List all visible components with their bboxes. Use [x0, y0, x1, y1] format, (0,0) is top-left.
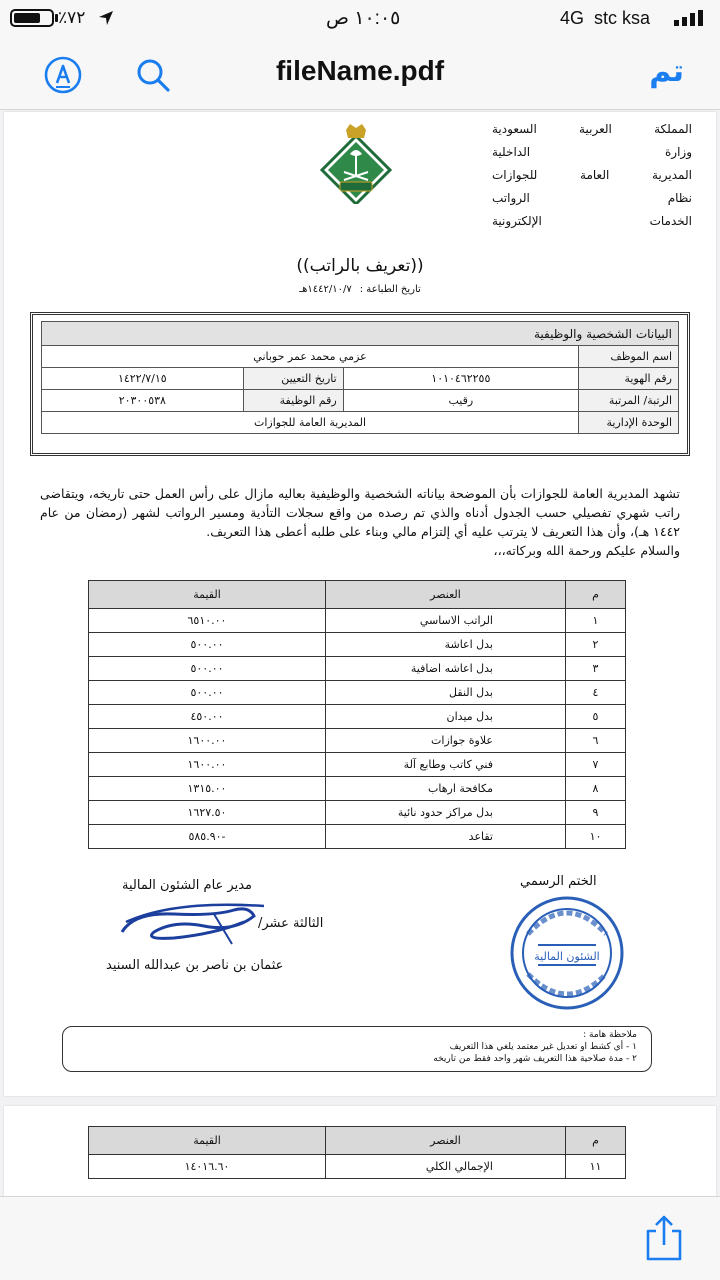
rank-label: الرتبة/ المرتبة [579, 390, 679, 412]
table-row [89, 609, 626, 633]
done-button[interactable]: تم [649, 54, 684, 89]
pdf-page-1 [4, 112, 716, 1096]
name-value: عزمي محمد عمر حوباني [42, 346, 579, 368]
letterhead-line: نظام الرواتب [492, 191, 692, 205]
row-num: ٤ [566, 681, 626, 705]
battery-icon [10, 9, 54, 27]
nav-bar [0, 38, 720, 110]
battery-percent: ٪٧٢ [58, 8, 86, 27]
table-row [89, 633, 626, 657]
employee-info-box [30, 312, 690, 456]
letterhead-line: المملكة العربية السعودية [492, 122, 692, 136]
carrier-network: 4G stc ksa [559, 8, 650, 28]
closing-line: والسلام عليكم ورحمة الله وبركاته،،، [493, 543, 680, 558]
row-value: ٦٥١٠.٠٠ [89, 609, 326, 633]
row-num: ١ [566, 609, 626, 633]
manager-name: عثمان بن ناصر بن عبدالله السنيد [106, 958, 284, 973]
hire-date-value: ١٤٢٢/٧/١٥ [42, 368, 244, 390]
header-item: العنصر [326, 581, 566, 609]
location-arrow-icon [98, 10, 114, 26]
print-date-value: ١٤٤٢/١٠/٧هـ [299, 284, 352, 295]
row-value: ١٤٠١٦.٦٠ [89, 1155, 326, 1179]
stamp-label: الختم الرسمي [520, 874, 597, 889]
table-row [89, 681, 626, 705]
hire-date-label: تاريخ التعيين [243, 368, 343, 390]
id-label: رقم الهوية [579, 368, 679, 390]
row-value: ٥٠٠.٠٠ [89, 633, 326, 657]
row-num: ٦ [566, 729, 626, 753]
clock: ١٠:٠٥ ص [326, 8, 401, 29]
total-table [88, 1126, 626, 1179]
row-item: الراتب الاساسي [326, 609, 566, 633]
employee-info-table [41, 321, 679, 434]
letterhead-line: وزارة الداخلية [492, 145, 692, 159]
table-row [89, 729, 626, 753]
section-title: البيانات الشخصية والوظيفية [42, 322, 679, 346]
row-value: ٥٠٠.٠٠ [89, 681, 326, 705]
body-paragraph: تشهد المديرية العامة للجوازات بأن الموضحة بياناته الشخصية والوظيفية بعاليه مازال على رأس العمل حتى تاريخه، ويتقاضى راتب شهري تفصيلي حسب الجدول أدناه والذي تم رصده من واقع سجلات التأدية ومسير الرواتب لشهر (رمضان من عام ١٤٤٢ هـ)، وأن هذا التعريف لا يترتب عليه أي إلتزام مالي وبناء على طلبه أعطى هذا التعريف. [40, 486, 680, 539]
passports-emblem-logo [316, 124, 396, 204]
row-item: مكافحة ارهاب [326, 777, 566, 801]
letterhead-line: الخدمات الإلكترونية [492, 214, 692, 228]
table-row [89, 801, 626, 825]
row-value: ١٦٠٠.٠٠ [89, 729, 326, 753]
row-num: ٧ [566, 753, 626, 777]
row-item: بدل ميدان [326, 705, 566, 729]
certificate-body [40, 484, 680, 560]
header-value: القيمة [89, 1127, 326, 1155]
table-row [89, 657, 626, 681]
row-item: بدل النقل [326, 681, 566, 705]
name-label: اسم الموظف [579, 346, 679, 368]
bottom-toolbar [0, 1196, 720, 1280]
letterhead-line: المديرية العامة للجوازات [492, 168, 692, 182]
print-date-label: تاريخ الطباعة : [359, 284, 421, 295]
row-num: ٥ [566, 705, 626, 729]
notes-title: ملاحظة هامة : [583, 1030, 637, 1040]
row-item: الإجمالي الكلي [326, 1155, 566, 1179]
notes-box [62, 1026, 652, 1072]
table-row [89, 705, 626, 729]
note-item: ٢ - مدة صلاحية هذا التعريف شهر واحد فقط من تاريخه [433, 1054, 637, 1064]
status-bar [0, 0, 720, 38]
row-value: ١٣١٥.٠٠ [89, 777, 326, 801]
note-item: ١ - أي كشط او تعديل غير معتمد يلغي هذا التعريف [449, 1042, 637, 1052]
row-item: بدل اعاشة [326, 633, 566, 657]
letterhead [492, 118, 692, 233]
row-value: ٥٠٠.٠٠ [89, 657, 326, 681]
rank-value: رقيب [343, 390, 578, 412]
row-num: ٣ [566, 657, 626, 681]
header-value: القيمة [89, 581, 326, 609]
id-value: ١٠١٠٤٦٢٢٥٥ [343, 368, 578, 390]
row-value: ١٦٢٧.٥٠ [89, 801, 326, 825]
row-item: بدل مراكز حدود نائية [326, 801, 566, 825]
row-value: -٥٨٥.٩٠ [89, 825, 326, 849]
row-num: ٨ [566, 777, 626, 801]
row-item: بدل اعاشه اضافية [326, 657, 566, 681]
header-num: م [566, 581, 626, 609]
row-value: ١٦٠٠.٠٠ [89, 753, 326, 777]
header-num: م [566, 1127, 626, 1155]
row-item: فني كاتب وطابع آلة [326, 753, 566, 777]
header-item: العنصر [326, 1127, 566, 1155]
row-num: ٢ [566, 633, 626, 657]
share-icon[interactable] [642, 1215, 686, 1263]
table-row [89, 777, 626, 801]
signal-bars-icon [674, 10, 708, 26]
row-item: تقاعد [326, 825, 566, 849]
document-title: fileName.pdf [275, 55, 445, 86]
manager-title: مدير عام الشئون المالية [122, 878, 252, 893]
job-number-value: ٢٠٣٠٠٥٣٨ [42, 390, 244, 412]
certificate-title: ((تعريف بالراتب)) [296, 256, 424, 276]
signature-suffix: الثالثة عشر/ [258, 916, 324, 931]
table-row [89, 825, 626, 849]
row-num: ٩ [566, 801, 626, 825]
row-item: علاوة جوازات [326, 729, 566, 753]
official-stamp-seal [508, 894, 626, 1012]
salary-items-table [88, 580, 626, 849]
total-row [89, 1155, 626, 1179]
row-num: ١١ [566, 1155, 626, 1179]
print-date [4, 284, 716, 295]
unit-label: الوحدة الإدارية [579, 412, 679, 434]
stamp-text: الشئون المالية [534, 950, 600, 963]
row-value: ٤٥٠.٠٠ [89, 705, 326, 729]
unit-value: المديرية العامة للجوازات [42, 412, 579, 434]
job-number-label: رقم الوظيفة [243, 390, 343, 412]
table-row [89, 753, 626, 777]
pdf-page-2 [4, 1106, 716, 1198]
row-num: ١٠ [566, 825, 626, 849]
